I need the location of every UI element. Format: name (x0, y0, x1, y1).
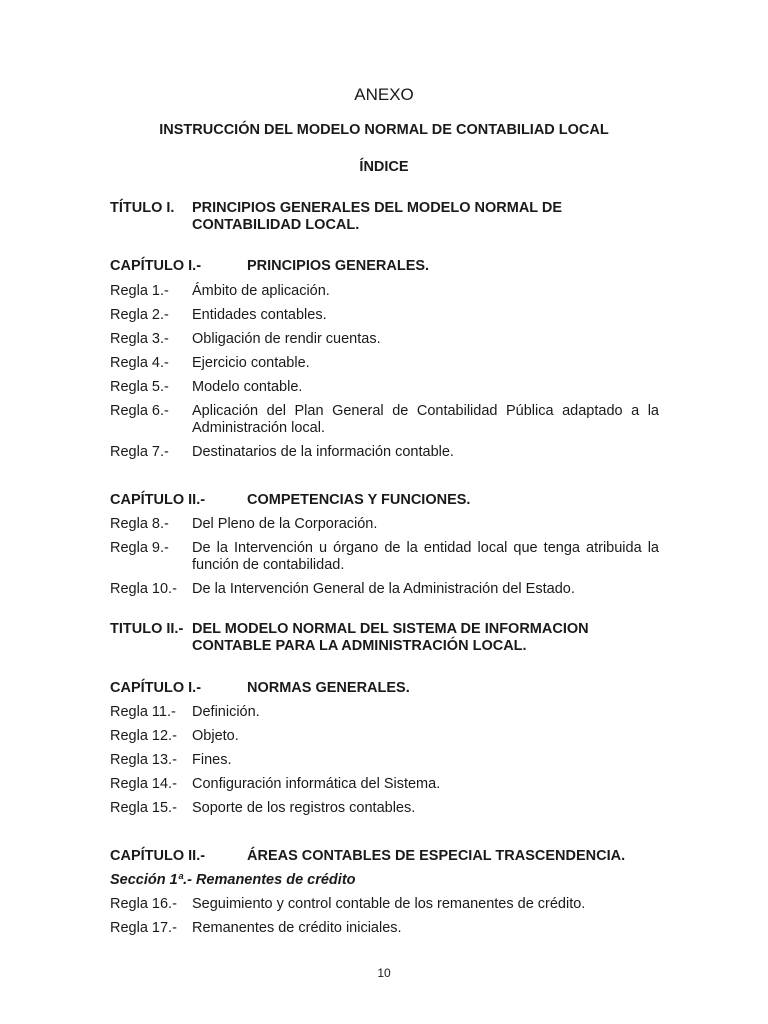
rule-text: De la Intervención u órgano de la entidad local que tenga atribuida la función de contabilidad. (192, 540, 659, 573)
rule-label: Regla 10.- (110, 581, 177, 597)
rule-label: Regla 9.- (110, 540, 169, 556)
rule-text: Objeto. (192, 728, 239, 744)
rule-label: Regla 13.- (110, 752, 177, 768)
rule-text: Del Pleno de la Corporación. (192, 516, 378, 532)
rule-label: Regla 5.- (110, 379, 169, 395)
document-subtitle: INSTRUCCIÓN DEL MODELO NORMAL DE CONTABILIAD LOCAL (159, 122, 609, 138)
capitulo-text: PRINCIPIOS GENERALES. (247, 258, 430, 274)
rule-text: Ámbito de aplicación. (192, 283, 330, 299)
titulo-text: PRINCIPIOS GENERALES DEL MODELO NORMAL DE CONTABILIDAD LOCAL. (192, 200, 563, 233)
rule-label: Regla 14.- (110, 776, 177, 792)
capitulo-text: COMPETENCIAS Y FUNCIONES. (247, 492, 471, 508)
rule-text: Entidades contables. (192, 307, 327, 323)
rule-text: Obligación de rendir cuentas. (192, 331, 381, 347)
rule-label: Regla 7.- (110, 444, 169, 460)
rule-text: Definición. (192, 704, 260, 720)
rule-text: Configuración informática del Sistema. (192, 776, 441, 792)
rule-text: Aplicación del Plan General de Contabilidad Pública adaptado a la Administración local. (192, 403, 659, 436)
rule-label: Regla 6.- (110, 403, 169, 419)
rule-label: Regla 17.- (110, 920, 177, 936)
rule-label: Regla 11.- (110, 704, 176, 720)
titulo-label: TITULO II.- (110, 621, 184, 637)
rule-label: Regla 3.- (110, 331, 169, 347)
rule-label: Regla 12.- (110, 728, 177, 744)
rule-label: Regla 1.- (110, 283, 169, 299)
rule-text: Remanentes de crédito iniciales. (192, 920, 402, 936)
rule-text: Soporte de los registros contables. (192, 800, 416, 816)
rule-label: Regla 16.- (110, 896, 177, 912)
capitulo-text: NORMAS GENERALES. (247, 680, 410, 696)
rule-text: Ejercicio contable. (192, 355, 310, 371)
rule-text: De la Intervención General de la Administración del Estado. (192, 581, 575, 597)
page-title: ANEXO (354, 85, 414, 104)
rule-label: Regla 8.- (110, 516, 169, 532)
capitulo-text: ÁREAS CONTABLES DE ESPECIAL TRASCENDENCIA. (247, 848, 626, 864)
capitulo-label: CAPÍTULO I.- (110, 258, 202, 274)
rule-text: Seguimiento y control contable de los remanentes de crédito. (192, 896, 586, 912)
titulo-text: DEL MODELO NORMAL DEL SISTEMA DE INFORMACION CONTABLE PARA LA ADMINISTRACIÓN LOCAL. (192, 621, 589, 654)
capitulo-label: CAPÍTULO I.- (110, 680, 202, 696)
section-heading: Sección 1ª.- Remanentes de crédito (110, 872, 356, 888)
rule-text: Fines. (192, 752, 232, 768)
page-number: 10 (377, 966, 391, 980)
titulo-label: TÍTULO I. (110, 200, 175, 216)
index-heading: ÍNDICE (359, 159, 409, 175)
rule-text: Destinatarios de la información contable. (192, 444, 454, 460)
rule-label: Regla 15.- (110, 800, 177, 816)
rule-text: Modelo contable. (192, 379, 303, 395)
capitulo-label: CAPÍTULO II.- (110, 492, 206, 508)
rule-label: Regla 2.- (110, 307, 169, 323)
capitulo-label: CAPÍTULO II.- (110, 848, 206, 864)
rule-label: Regla 4.- (110, 355, 169, 371)
